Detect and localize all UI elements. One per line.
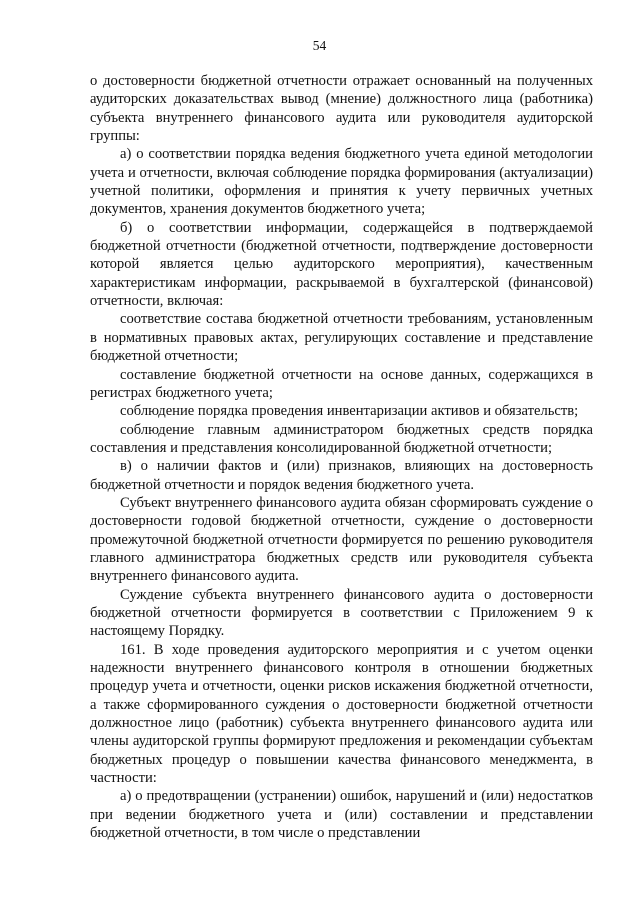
paragraph-appendix-9: Суждение субъекта внутреннего финансового аудита о достоверности бюджетной отчетности формируется в соответствии с Приложением 9 к настоящему Порядку. <box>90 586 593 640</box>
paragraph-obligation: Субъект внутреннего финансового аудита обязан сформировать суждение о достоверности годовой бюджетной отчетности, суждение о достоверности промежуточной бюджетной отчетности формируется по решению руководителя главного администратора бюджетных средств или руководителя субъекта внутреннего финансового аудита. <box>90 494 593 585</box>
paragraph-sub-composition: соответствие состава бюджетной отчетности требованиям, установленным в нормативных правовых актах, регулирующих составление и представление бюджетной отчетности; <box>90 311 593 365</box>
paragraph-sub-consolidated: соблюдение главным администратором бюджетных средств порядка составления и представления консолидированной бюджетной отчетности; <box>90 421 593 456</box>
page-number: 54 <box>312 38 327 53</box>
paragraph-sub-inventory: соблюдение порядка проведения инвентаризации активов и обязательств; <box>120 403 579 420</box>
paragraph-item-b: б) о соответствии информации, содержащейся в подтверждаемой бюджетной отчетности (бюджетной отчетности, подтверждение достоверности которой является целью аудиторского мероприятия), качественным характеристикам информации, раскрываемой в бухгалтерской (финансовой) отчетности, включая: <box>90 219 593 310</box>
paragraph-intro: о достоверности бюджетной отчетности отражает основанный на полученных аудиторских доказательствах вывод (мнение) должностного лица (работника) субъекта внутреннего финансового аудита или руководителя аудиторской группы: <box>90 73 593 145</box>
paragraph-161-item-a: а) о предотвращении (устранении) ошибок, нарушений и (или) недостатков при ведении бюджетного учета и (или) составлении и представлении бюджетной отчетности, в том числе о представлении <box>90 788 593 842</box>
paragraph-item-a: а) о соответствии порядка ведения бюджетного учета единой методологии учета и отчетности, включая соблюдение порядка формирования (актуализации) учетной политики, оформления и принятия к учету первичных учетных документов, хранения документов бюджетного учета; <box>90 146 593 218</box>
document-body <box>90 72 593 842</box>
paragraph-sub-registers: составление бюджетной отчетности на основе данных, содержащихся в регистрах бюджетного учета; <box>90 366 593 401</box>
paragraph-item-v: в) о наличии фактов и (или) признаков, влияющих на достоверность бюджетной отчетности и порядок ведения бюджетного учета. <box>90 458 593 493</box>
paragraph-161: 161. В ходе проведения аудиторского мероприятия и с учетом оценки надежности внутреннего финансового контроля в отношении бюджетных процедур учета и отчетности, оценки рисков искажения бюджетной отчетности, а также сформированного суждения о достоверности бюджетной отчетности должностное лицо (работник) субъекта внутреннего финансового аудита или члены аудиторской группы формируют предложения и рекомендации субъектам бюджетных процедур о повышении качества финансового менеджмента, в частности: <box>90 641 593 787</box>
